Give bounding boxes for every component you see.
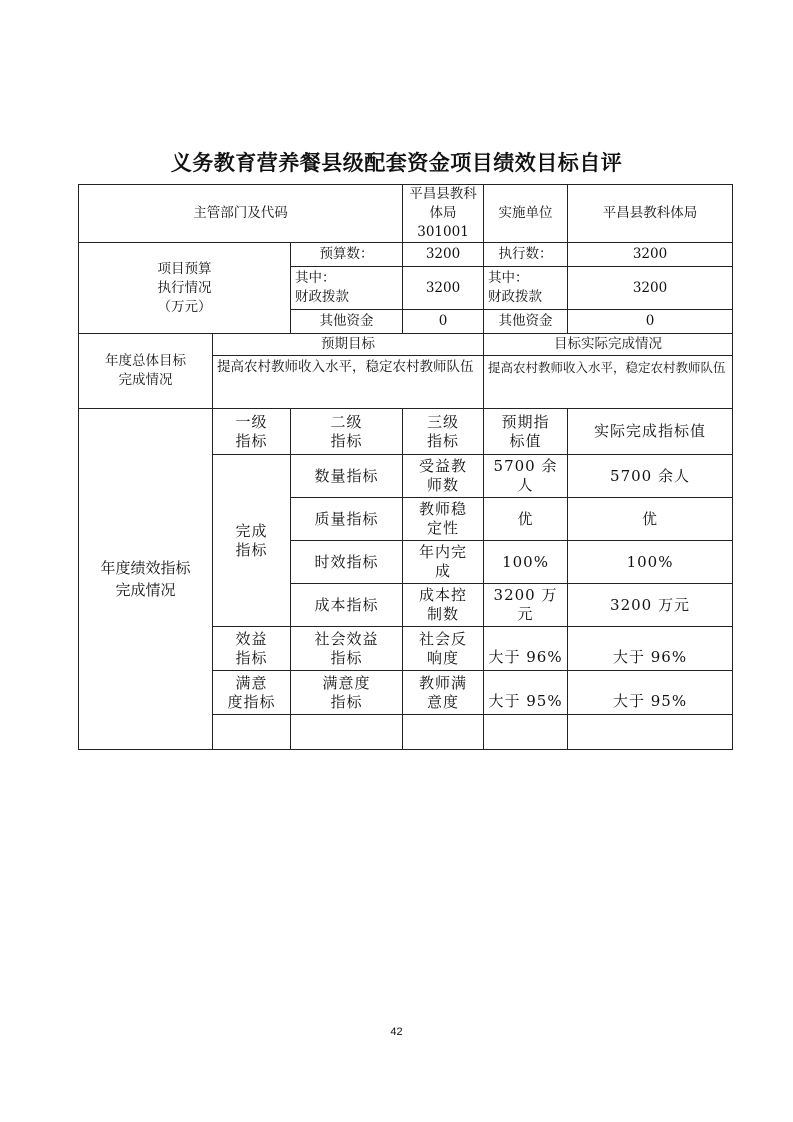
row-actual: 大于 95% [568, 671, 733, 715]
performance-table [78, 184, 733, 750]
page-number: 42 [390, 1026, 403, 1038]
dept-value: 平昌县教科体局 301001 [403, 185, 484, 243]
row-level2: 满意度 指标 [291, 671, 403, 715]
group-completion: 完成 指标 [213, 455, 291, 627]
impl-unit-value: 平昌县教科体局 [568, 185, 733, 243]
row-actual: 5700 余人 [568, 455, 733, 498]
expected-goal-text: 提高农村教师收入水平，稳定农村教师队伍 [213, 356, 484, 409]
exec-amount-value: 3200 [568, 243, 733, 267]
header-level3: 三级 指标 [403, 409, 484, 455]
header-actual: 实际完成指标值 [568, 409, 733, 455]
row-expected: 100% [484, 541, 568, 584]
other-funds-exec-label: 其他资金 [484, 310, 568, 334]
impl-unit-label: 实施单位 [484, 185, 568, 243]
row-expected: 5700 余 人 [484, 455, 568, 498]
row-level2: 社会效益 指标 [291, 627, 403, 671]
fiscal-exec-value: 3200 [568, 267, 733, 310]
annual-goal-label: 年度总体目标 完成情况 [79, 334, 213, 409]
table-row [79, 243, 733, 267]
document-title: 义务教育营养餐县级配套资金项目绩效目标自评 [170, 151, 623, 175]
row-level2: 质量指标 [291, 498, 403, 541]
actual-goal-header: 目标实际完成情况 [484, 334, 733, 356]
empty-cell [568, 715, 733, 750]
row-actual: 3200 万元 [568, 584, 733, 627]
fiscal-label: 其中： 财政拨款 [291, 267, 403, 310]
empty-cell [291, 715, 403, 750]
row-level2: 时效指标 [291, 541, 403, 584]
row-actual: 大于 96% [568, 627, 733, 671]
table-row [79, 185, 733, 243]
row-level3: 教师满 意度 [403, 671, 484, 715]
row-level3: 受益教 师数 [403, 455, 484, 498]
exec-amount-label: 执行数： [484, 243, 568, 267]
row-level2: 成本指标 [291, 584, 403, 627]
empty-cell [484, 715, 568, 750]
table-row [79, 409, 733, 455]
group-benefit: 效益 指标 [213, 627, 291, 671]
dept-label: 主管部门及代码 [79, 185, 403, 243]
row-level3: 教师稳 定性 [403, 498, 484, 541]
budget-amount-value: 3200 [403, 243, 484, 267]
table-row [79, 334, 733, 356]
fiscal-exec-label: 其中： 财政拨款 [484, 267, 568, 310]
row-actual: 100% [568, 541, 733, 584]
expected-goal-header: 预期目标 [213, 334, 484, 356]
row-level3: 社会反 响度 [403, 627, 484, 671]
row-level3: 年内完 成 [403, 541, 484, 584]
row-expected: 大于 96% [484, 627, 568, 671]
other-funds-exec-value: 0 [568, 310, 733, 334]
row-expected: 大于 95% [484, 671, 568, 715]
perf-label: 年度绩效指标 完成情况 [79, 409, 213, 750]
header-level1: 一级 指标 [213, 409, 291, 455]
row-expected: 优 [484, 498, 568, 541]
fiscal-value: 3200 [403, 267, 484, 310]
group-satisfaction: 满意 度指标 [213, 671, 291, 715]
row-level2: 数量指标 [291, 455, 403, 498]
budget-label: 项目预算 执行情况 （万元） [79, 243, 291, 334]
other-funds-value: 0 [403, 310, 484, 334]
other-funds-label: 其他资金 [291, 310, 403, 334]
header-expected: 预期指 标值 [484, 409, 568, 455]
header-level2: 二级 指标 [291, 409, 403, 455]
budget-amount-label: 预算数： [291, 243, 403, 267]
row-expected: 3200 万 元 [484, 584, 568, 627]
row-actual: 优 [568, 498, 733, 541]
actual-goal-text: 提高农村教师收入水平，稳定农村教师队伍 [484, 356, 733, 409]
empty-cell [403, 715, 484, 750]
row-level3: 成本控 制数 [403, 584, 484, 627]
empty-cell [213, 715, 291, 750]
